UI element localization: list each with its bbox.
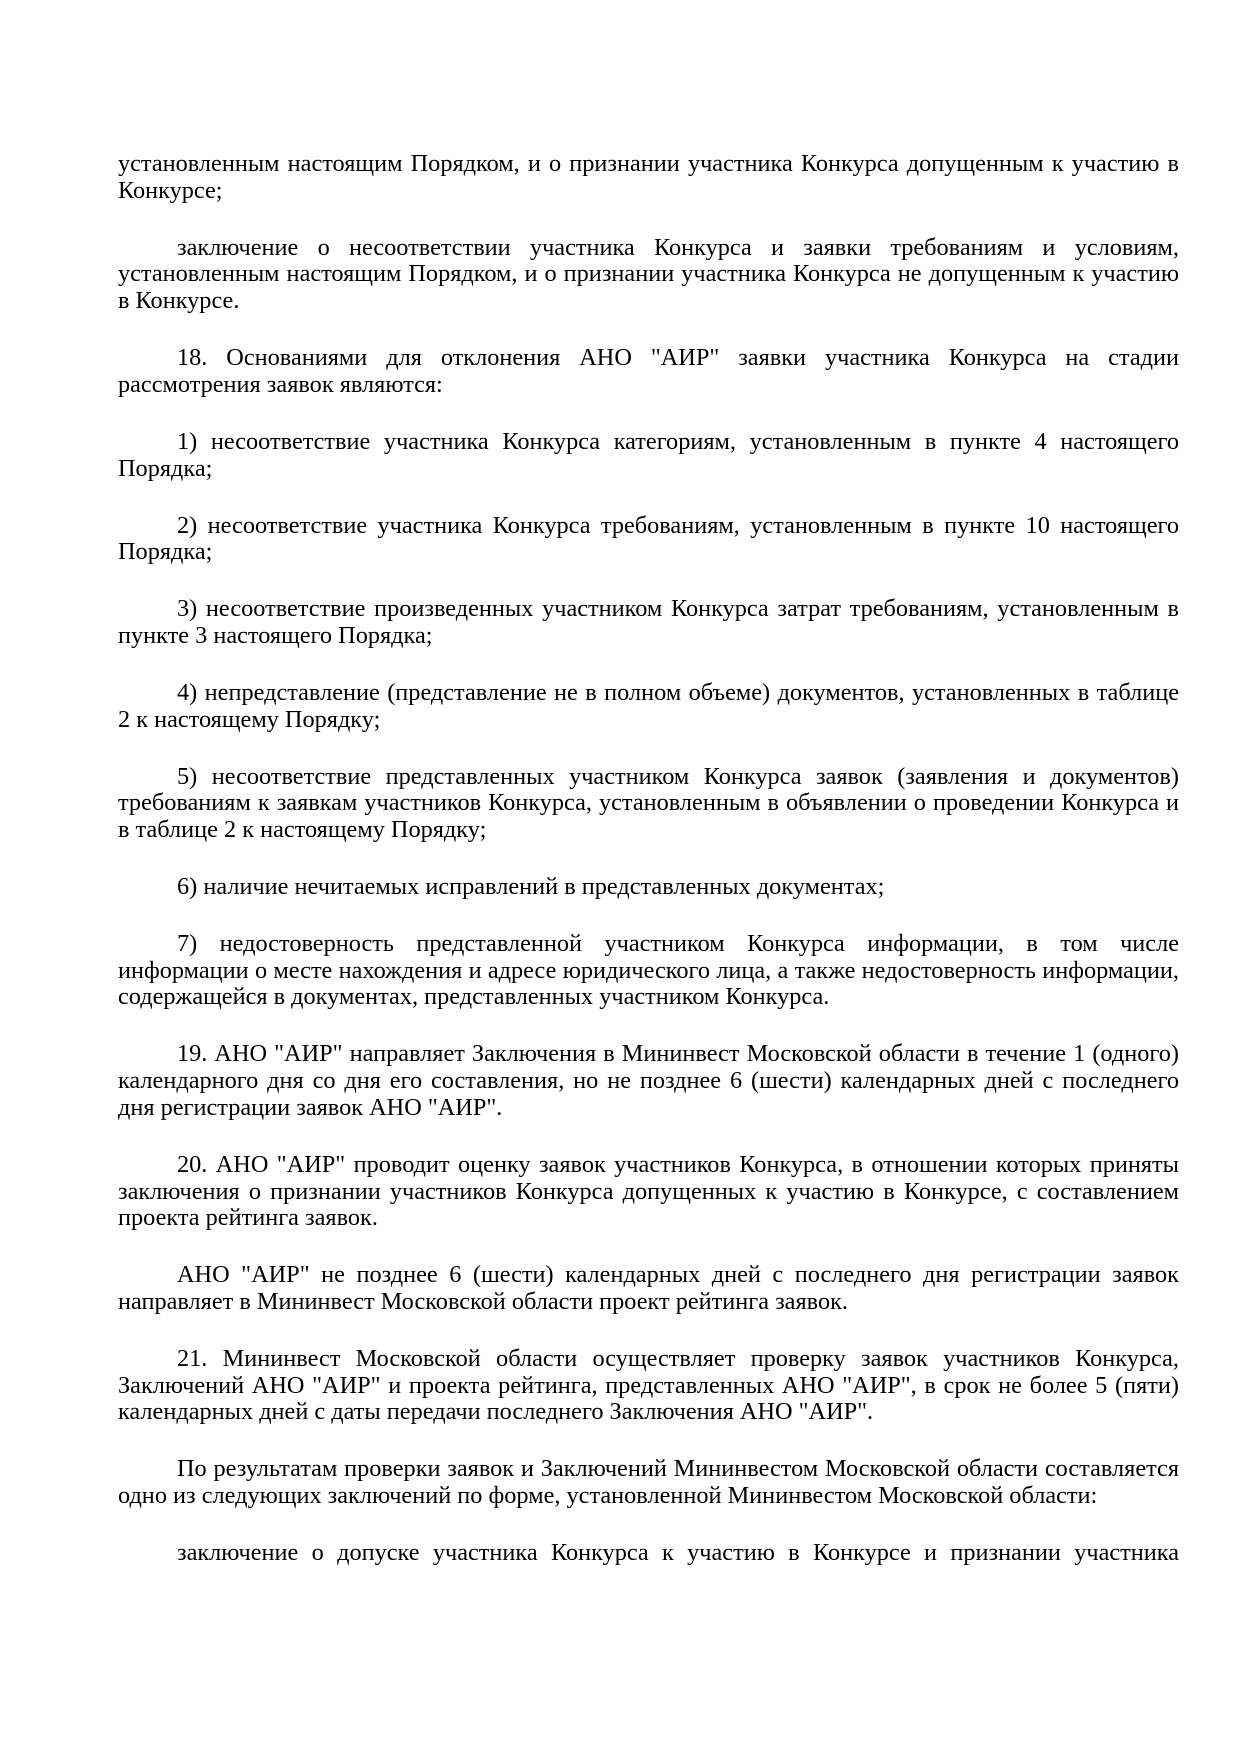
list-item-3: 3) несоответствие произведенных участником Конкурса затрат требованиям, установленным в пункте 3 настоящего Порядка; <box>118 595 1179 649</box>
list-item-1: 1) несоответствие участника Конкурса категориям, установленным в пункте 4 настоящего Порядка; <box>118 427 1179 482</box>
list-item-4: 4) непредставление (представление не в полном объеме) документов, установленных в таблице 2 к настоящему Порядку; <box>118 678 1179 733</box>
list-item-5: 5) несоответствие представленных участником Конкурса заявок (заявления и документов) требованиям к заявкам участников Конкурса, установленным в объявлении о проведении Конкурса и в таблице 2 к настоящему Порядку; <box>118 762 1179 844</box>
paragraph-admission-conclusion: заключение о допуске участника Конкурса к участию в Конкурсе и признании участника <box>177 1539 1179 1567</box>
paragraph-check-results: По результатам проверки заявок и Заключений Мининвестом Московской области составляется одно из следующих заключений по форме, установленной Мининвестом Московской области: <box>118 1455 1179 1510</box>
paragraph-clause-18: 18. Основаниями для отклонения АНО "АИР" заявки участника Конкурса на стадии рассмотрения заявок являются: <box>118 344 1179 398</box>
list-item-6: 6) наличие нечитаемых исправлений в представленных документах; <box>177 873 885 901</box>
paragraph-clause-19: 19. АНО "АИР" направляет Заключения в Мининвест Московской области в течение 1 (одного) календарного дня со дня его составления, но не позднее 6 (шести) календарных дней с последнего дня регистрации заявок АНО "АИР". <box>118 1040 1179 1121</box>
paragraph-clause-21: 21. Мининвест Московской области осуществляет проверку заявок участников Конкурса, Заключений АНО "АИР" и проекта рейтинга, представленных АНО "АИР", в срок не более 5 (пяти) календарных дней с даты передачи последнего Заключения АНО "АИР". <box>118 1344 1179 1426</box>
paragraph-continuation: установленным настоящим Порядком, и о признании участника Конкурса допущенным к участию в Конкурсе; <box>118 150 1179 204</box>
document-body <box>118 151 1179 1597</box>
list-item-7: 7) недостоверность представленной участником Конкурса информации, в том числе информации о месте нахождения и адресе юридического лица, а также недостоверность информации, содержащейся в документах, представленных участником Конкурса. <box>118 930 1179 1011</box>
paragraph-clause-20: 20. АНО "АИР" проводит оценку заявок участников Конкурса, в отношении которых приняты заключения о признании участников Конкурса допущенных к участию в Конкурсе, с составлением проекта рейтинга заявок. <box>118 1150 1179 1232</box>
list-item-2: 2) несоответствие участника Конкурса требованиям, установленным в пункте 10 настоящего Порядка; <box>118 511 1179 566</box>
paragraph-conclusion-non-compliance: заключение о несоответствии участника Конкурса и заявки требованиям и условиям, установленным настоящим Порядком, и о признании участника Конкурса не допущенным к участию в Конкурсе. <box>118 233 1179 315</box>
paragraph-rating-deadline: АНО "АИР" не позднее 6 (шести) календарных дней с последнего дня регистрации заявок направляет в Мининвест Московской области проект рейтинга заявок. <box>118 1261 1179 1315</box>
